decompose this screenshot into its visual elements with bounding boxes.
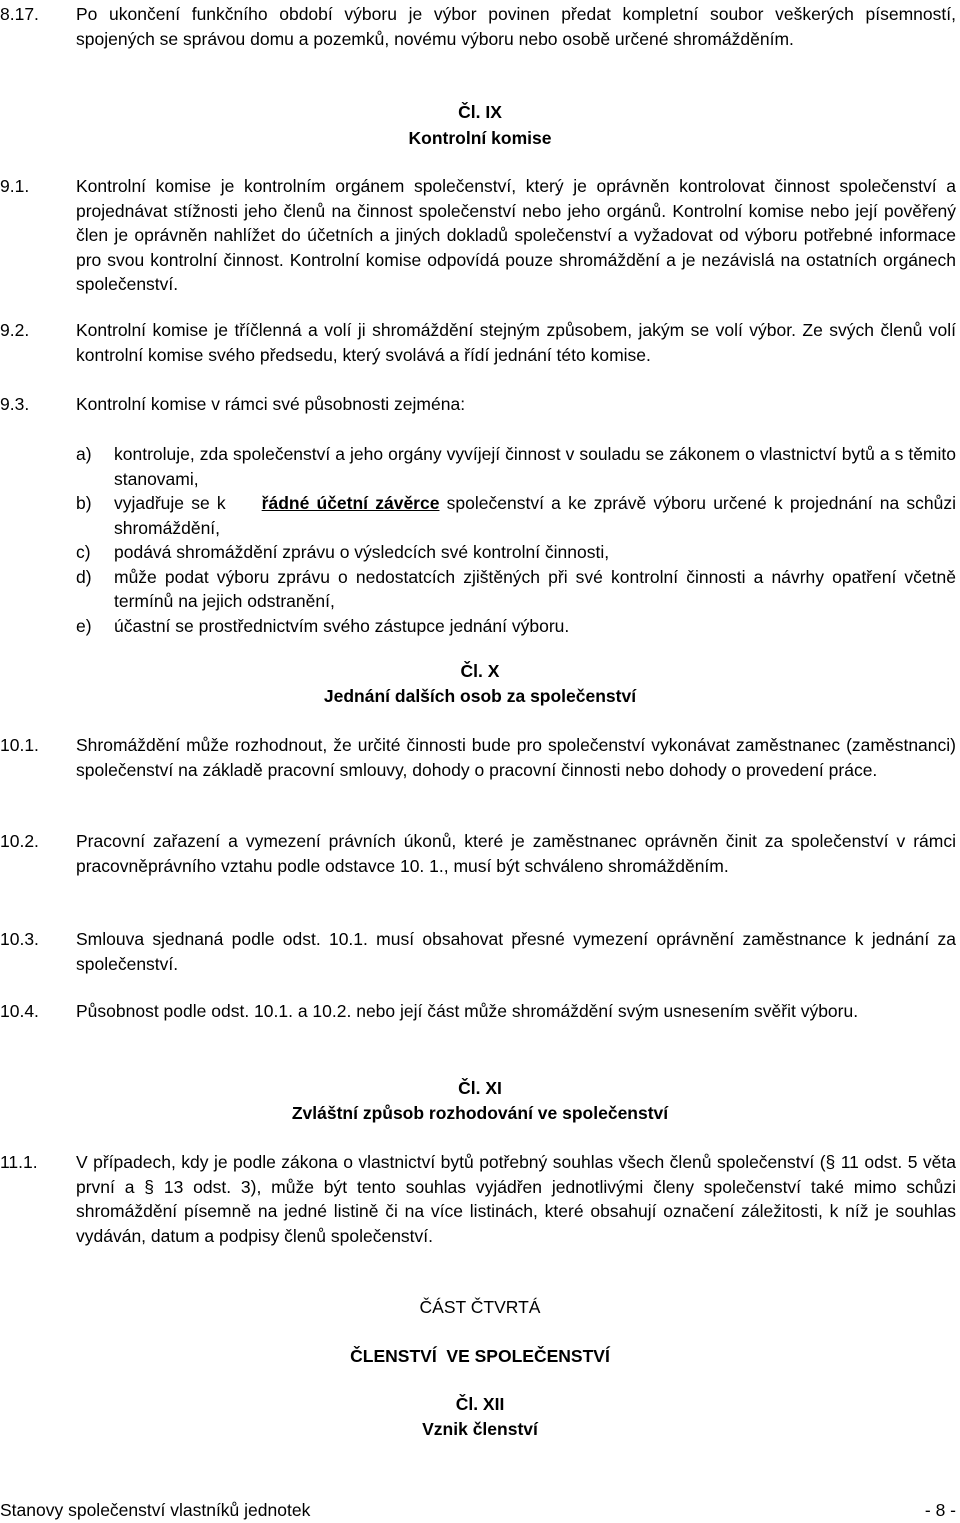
list-item: [76, 442, 956, 491]
clause-text: Kontrolní komise v rámci své působnosti zejména:: [76, 394, 466, 414]
clause-number: 11.1.: [0, 1152, 38, 1172]
clause-text: Shromáždění může rozhodnout, že určité činnosti bude pro společenství vykonávat zaměstnanec (zaměstnanci) společenství na základě pracovní smlouvy, dohody o pracovní činnosti nebo dohody o provedení práce.: [76, 735, 956, 780]
clause-number: 10.1.: [0, 735, 39, 755]
list-item: [76, 614, 956, 639]
clause-text: Po ukončení funkčního období výboru je výbor povinen předat kompletní soubor veškerých písemností, spojených se správou domu a pozemků, novému výboru nebo osobě určené shromážděním.: [76, 4, 956, 49]
clause-text: Působnost podle odst. 10.1. a 10.2. nebo její část může shromáždění svým usnesením svěřit výboru.: [76, 1001, 859, 1021]
list-item-label: a): [76, 444, 92, 464]
clause-9-1: [0, 174, 956, 297]
clause-10-3: [0, 927, 956, 976]
list-item-text: účastní se prostřednictvím svého zástupce jednání výboru.: [114, 615, 570, 636]
list-item: [76, 540, 956, 565]
list-item-text: může podat výboru zprávu o nedostatcích zjištěných při své kontrolní činnosti a návrhy opatření včetně termínů na jejich odstranění,: [114, 566, 956, 611]
clause-text: Smlouva sjednaná podle odst. 10.1. musí obsahovat přesné vymezení oprávnění zaměstnance k jednání za společenství.: [76, 929, 956, 974]
clause-10-1: [0, 733, 956, 782]
list-item-text: společenství a ke zprávě výboru určené k projednání na schůzi shromáždění,: [114, 493, 957, 538]
footer-document-title: Stanovy společenství vlastníků jednotek: [0, 1500, 311, 1520]
clause-10-4: [0, 999, 956, 1024]
article-xi-title: Zvláštní způsob rozhodování ve společenství: [291, 1103, 669, 1123]
clause-number: 10.2.: [0, 831, 39, 851]
clause-number: 10.4.: [0, 1001, 39, 1021]
clause-text: Pracovní zařazení a vymezení právních úkonů, které je zaměstnanec oprávněn činit za společenství v rámci pracovněprávního vztahu podle odstavce 10. 1., musí být schváleno shromážděním.: [76, 831, 956, 876]
clause-text: V případech, kdy je podle zákona o vlastnictví bytů potřebný souhlas všech členů společenství (§ 11 odst. 5 věta první a § 13 odst. 3), může být tento souhlas vyjádřen jednotlivými členy společenství také mimo schůzi shromáždění písemně na jedné listině či na více listinách, které obsahují označení záležitosti, k níž je souhlas vydáván, datum a podpisy členů společenství.: [76, 1152, 956, 1246]
list-item-text: vyjadřuje se k: [114, 493, 226, 513]
clause-text: Kontrolní komise je tříčlenná a volí ji shromáždění stejným způsobem, jakým se volí výbor. Ze svých členů volí kontrolní komise svého předsedu, který svolává a řídí jednání této komise.: [76, 320, 956, 365]
list-item-label: c): [76, 542, 91, 562]
list-item: [76, 491, 956, 540]
clause-number: 8.17.: [0, 4, 39, 24]
list-item-label: b): [76, 493, 92, 513]
list-item-label: d): [76, 566, 92, 587]
part-four-title: ČLENSTVÍ VE SPOLEČENSTVÍ: [350, 1346, 610, 1366]
article-x-label: Čl. X: [460, 661, 500, 681]
clause-number: 9.2.: [0, 320, 30, 340]
list-item-label: e): [76, 615, 92, 636]
footer-page-number: - 8 -: [924, 1500, 956, 1520]
clause-number: 10.3.: [0, 929, 39, 949]
article-ix-label: Čl. IX: [458, 102, 502, 122]
article-xi-label: Čl. XI: [458, 1078, 502, 1098]
clause-number: 9.3.: [0, 394, 30, 414]
article-xii-label: Čl. XII: [455, 1394, 505, 1414]
list-item-text: podává shromáždění zprávu o výsledcích své kontrolní činnosti,: [114, 542, 610, 562]
article-ix-title: Kontrolní komise: [408, 128, 552, 148]
clause-9-3: [0, 392, 956, 417]
list-item: [76, 565, 956, 614]
clause-text: Kontrolní komise je kontrolním orgánem společenství, který je oprávněn kontrolovat činnost společenství a projednávat stížnosti jeho členů na činnost společenství nebo jeho orgánů. Kontrolní komise nebo její pověřený člen je oprávněn nahlížet do účetních a jiných dokladů společenství a vyžadovat od výboru potřebné informace pro svou kontrolní činnost. Kontrolní komise odpovídá pouze shromáždění a je nezávislá na ostatních orgánech společenství.: [76, 176, 956, 294]
underlined-term: řádné účetní závěrce: [261, 493, 440, 513]
article-x-title: Jednání dalších osob za společenství: [323, 686, 637, 706]
clause-11-1: [0, 1150, 956, 1248]
competence-list: [76, 442, 956, 638]
list-item-text: kontroluje, zda společenství a jeho orgány vyvíjejí činnost v souladu se zákonem o vlastnictví bytů a s těmito stanovami,: [114, 444, 956, 489]
clause-9-2: [0, 318, 956, 367]
clause-8-17: [0, 2, 956, 51]
clause-10-2: [0, 829, 956, 878]
clause-number: 9.1.: [0, 176, 30, 196]
part-four-label: ČÁST ČTVRTÁ: [419, 1297, 541, 1317]
article-xii-title: Vznik členství: [422, 1419, 538, 1439]
